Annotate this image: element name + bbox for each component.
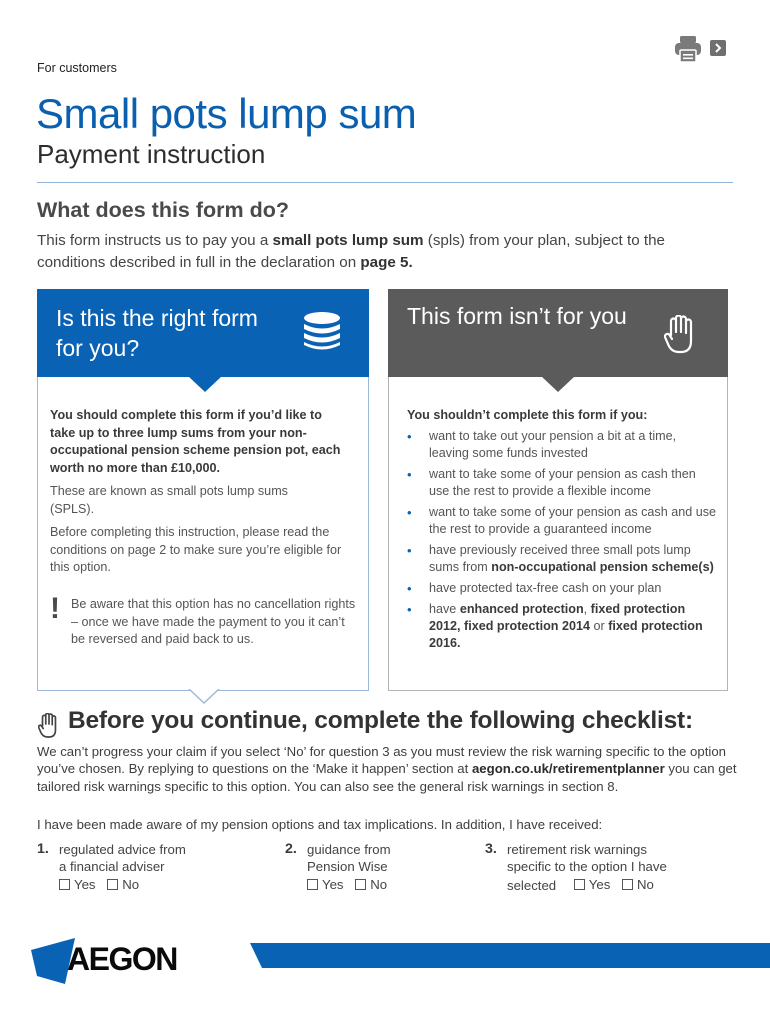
checklist-statement: I have been made aware of my pension options and tax implications. In addition, I have received:	[37, 817, 603, 832]
list-item: • have protected tax-free cash on your plan	[407, 580, 719, 597]
panel-header-pointer	[188, 376, 222, 392]
page-subtitle: Payment instruction	[37, 139, 266, 169]
hand-stop-icon	[664, 315, 698, 360]
not-for-you-lead: You shouldn’t complete this form if you:	[407, 408, 648, 422]
q2-yes-checkbox[interactable]: Yes	[307, 876, 344, 893]
logo-text: AEGON	[67, 941, 177, 977]
right-form-panel-header	[37, 289, 369, 377]
list-item: • want to take some of your pension as cash then use the rest to provide a flexible income	[407, 466, 719, 500]
not-for-you-panel	[388, 289, 728, 691]
exclusion-list	[407, 428, 719, 656]
checklist-heading: Before you continue, complete the following checklist:	[68, 707, 693, 734]
printer-icon[interactable]	[673, 34, 703, 64]
aegon-logo	[31, 938, 181, 984]
list-item: • have enhanced protection, fixed protection 2012, fixed protection 2014 or fixed protection 2016.	[407, 601, 719, 653]
right-form-panel	[37, 289, 369, 691]
chevron-right-icon[interactable]	[710, 40, 726, 56]
retirement-planner-link[interactable]: aegon.co.uk/retirementplanner	[471, 761, 665, 777]
panel-header-pointer	[541, 376, 575, 392]
warning-icon: !	[50, 592, 60, 625]
coin-stack-icon	[302, 311, 342, 358]
right-form-panel-title: Is this the right form for you?	[56, 305, 258, 361]
header-divider	[37, 182, 733, 183]
spls-note: These are known as small pots lump sums (SPLS).	[50, 484, 288, 516]
intro-heading: What does this form do?	[37, 198, 290, 222]
list-item: • have previously received three small pots lump sums from non-occupational pension scheme(s)	[407, 542, 719, 576]
q3-no-checkbox[interactable]: No	[622, 876, 654, 893]
footer-band	[250, 943, 770, 968]
list-item: • want to take some of your pension as cash and use the rest to provide a guaranteed income	[407, 504, 719, 538]
not-for-you-panel-title: This form isn’t for you	[407, 303, 627, 329]
conditions-note: Before completing this instruction, please read the conditions on page 2 to make sure you’re eligible for this option.	[50, 525, 342, 574]
q3-yes-checkbox[interactable]: Yes	[574, 876, 611, 893]
page-title: Small pots lump sum	[36, 90, 417, 137]
eligibility-lead: You should complete this form if you’d like to take up to three lump sums from your non-occupational pension scheme pension pot, each worth no more than £10,000.	[50, 408, 341, 475]
cancellation-warning: Be aware that this option has no cancellation rights – once we have made the payment to you it can’t be reversed and paid back to us.	[71, 597, 356, 646]
checklist-instructions: We can’t progress your claim if you select ‘No’ for question 3 as you must review the risk warning specific to the option you’ve chosen. By replying to questions on the ‘Make it happen’ section at aegon.co.uk/retirementplanner you can get tailored risk warnings specific to this option. You can also see the general risk warnings in section 8.	[37, 744, 737, 794]
q1-yes-checkbox[interactable]: Yes	[59, 876, 96, 893]
hand-stop-icon	[38, 713, 60, 744]
intro-text: This form instructs us to pay you a small pots lump sum (spls) from your plan, subject to the conditions described in full in the declaration on page 5.	[37, 232, 665, 271]
q2-no-checkbox[interactable]: No	[355, 876, 387, 893]
page-reference: page 5.	[360, 254, 413, 271]
not-for-you-panel-header	[388, 289, 728, 377]
audience-label: For customers	[37, 61, 117, 75]
q1-no-checkbox[interactable]: No	[107, 876, 139, 893]
list-item: • want to take out your pension a bit at a time, leaving some funds invested	[407, 428, 719, 462]
